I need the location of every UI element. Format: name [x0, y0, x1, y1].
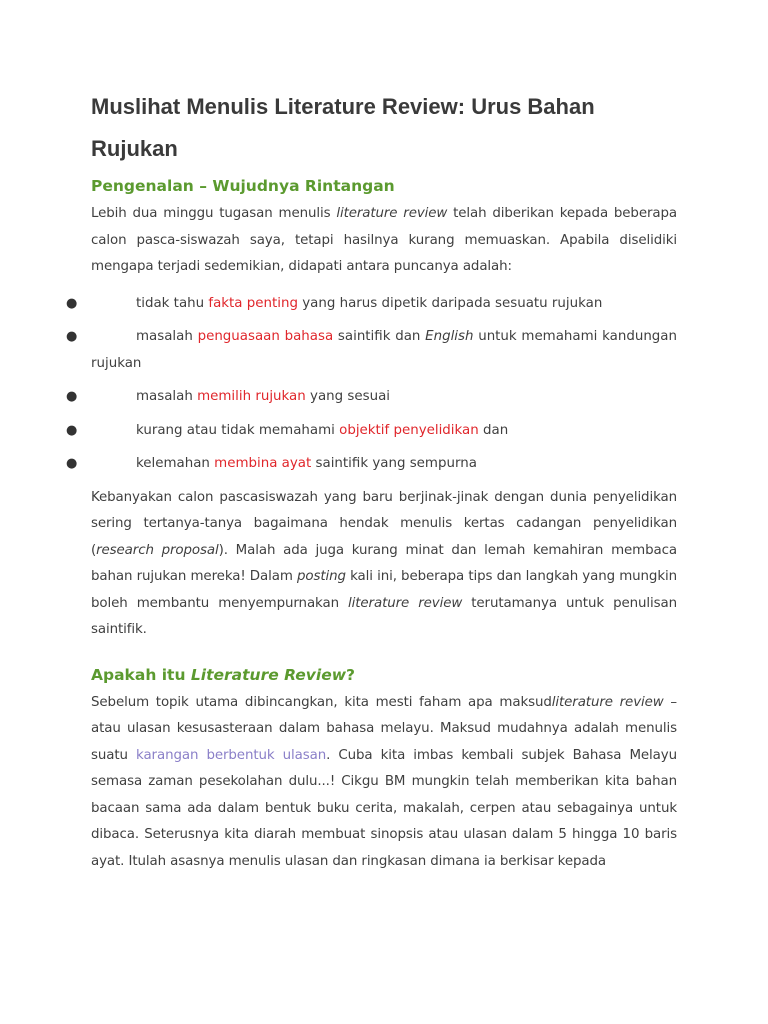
intro-text-em: literature review [336, 206, 448, 221]
para3-text: Sebelum topik utama dibincangkan, kita mesti faham apa maksud [91, 694, 552, 710]
list-text: untuk memahami kandungan rujukan [91, 329, 677, 371]
list-text: kurang atau tidak memahami [136, 422, 340, 438]
highlight-text: penguasaan bahasa [197, 329, 334, 344]
intro-text-a: Lebih dua minggu tugasan menulis [91, 206, 337, 221]
problem-list [66, 291, 677, 478]
list-item [66, 418, 677, 445]
list-text: tidak tahu [136, 295, 209, 311]
para2-text: Kebanyakan calon pascasiswazah yang baru berjinak-jinak dengan dunia penyelidikan sering tertanya-tanya bagaimana hendak menulis kertas cadangan penyelidikan ( [91, 489, 677, 558]
list-text: masalah [136, 389, 198, 404]
highlight-text: fakta penting [208, 295, 298, 311]
bullet-icon: ● [66, 329, 78, 344]
list-text: saintifik dan [333, 329, 426, 344]
heading-text-em: Literature Review [190, 665, 347, 684]
list-text-em: English [425, 329, 474, 344]
highlight-text: objektif penyelidikan [339, 422, 479, 438]
para2-text: ). Malah ada juga kurang minat dan lemah kemahiran membaca bahan rujukan mereka! Dalam [91, 542, 677, 584]
list-text: yang harus dipetik daripada sesuatu rujukan [297, 295, 603, 311]
list-item [66, 291, 677, 318]
bullet-icon: ● [66, 389, 78, 404]
bullet-icon: ● [66, 456, 78, 471]
para2-em: posting [296, 569, 346, 584]
intro-paragraph [91, 201, 677, 281]
highlight-text: membina ayat [214, 456, 312, 471]
bullet-icon: ● [66, 422, 78, 438]
para2-em: literature review [348, 595, 463, 611]
para2-em: research proposal [96, 542, 219, 558]
list-item [66, 324, 677, 377]
para3-text: – atau ulasan kesusasteraan dalam bahasa melayu. Maksud mudahnya adalah menulis suatu [91, 694, 677, 763]
page-title: Muslihat Menulis Literature Review: Urus Bahan Rujukan [91, 94, 595, 161]
list-text: yang sesuai [305, 389, 390, 404]
body-paragraph-3 [91, 690, 677, 876]
heading-text: Apakah itu [91, 665, 191, 684]
list-text: masalah [136, 329, 198, 344]
list-text: saintifik yang sempurna [311, 456, 477, 471]
ulasan-link[interactable]: karangan berbentuk ulasan [136, 747, 327, 763]
para2-text: terutamanya untuk penulisan saintifik. [91, 595, 677, 637]
para2-text: kali ini, beberapa tips dan langkah yang mungkin boleh membantu menyempurnakan [91, 569, 677, 611]
body-paragraph-2 [91, 485, 677, 644]
list-text: kelemahan [136, 456, 215, 471]
para3-em: literature review [551, 694, 664, 710]
list-item [66, 384, 677, 411]
intro-text-c: telah diberikan kepada beberapa calon pasca-siswazah saya, tetapi hasilnya kurang memuaskan. Apabila diselidiki mengapa terjadi sedemikian, didapati antara puncanya adalah: [91, 206, 677, 274]
list-item [66, 451, 677, 478]
bullet-icon: ● [66, 295, 78, 311]
section-heading-what-is [91, 660, 677, 690]
intro-heading: Pengenalan – Wujudnya Rintangan [91, 177, 395, 195]
highlight-text: memilih rujukan [197, 389, 306, 404]
heading-text: ? [346, 665, 356, 684]
para3-text: . Cuba kita imbas kembali subjek Bahasa Melayu semasa zaman pesekolahan dulu...! Cikgu BM mungkin telah memberikan kita bahan bacaan sama ada dalam bentuk buku cerita, makalah, cerpen atau sebagainya untuk dibaca. Seterusnya kita diarah membuat sinopsis atau ulasan dalam 5 hingga 10 baris ayat. Itulah asasnya menulis ulasan dan ringkasan dimana ia berkisar kepada [91, 747, 677, 869]
list-text: dan [478, 422, 509, 438]
